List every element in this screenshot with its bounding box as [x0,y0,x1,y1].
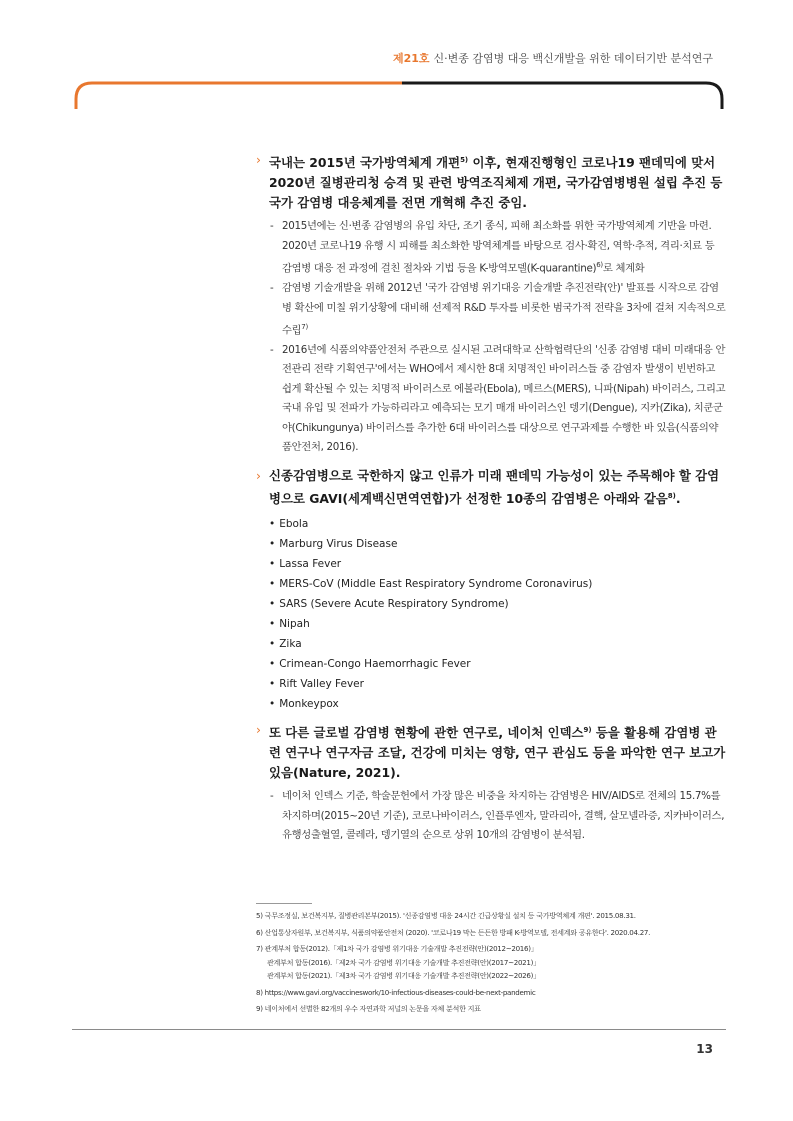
footer-divider [72,1029,726,1030]
footnote-ref: 7) [301,323,308,332]
footnotes [256,903,726,1016]
list-item: • MERS-CoV (Middle East Respiratory Syndrome Coronavirus) [269,578,593,591]
sub-item: - 2015년에는 신·변종 감염병의 유입 차단, 조기 종식, 피해 최소화를 위한 국가방역체계 기반을 마련. 2020년 코로나19 유행 시 피해를 최소화한 방역체계를 바탕으로 검사·확진, 역학·추적, 격리·치료 등 감염병 대응 전 과정에 걸친 절차와 기법 등을 K-방역모델(K-quarantine)$^{6)}$로 체계화 [256,217,726,279]
list-item: • SARS (Severe Acute Respiratory Syndrome) [269,598,509,611]
bullet-dot-icon: • [269,638,276,651]
footnote-divider [256,903,312,904]
bullet-dot-icon: • [269,658,276,671]
footnote-ref: 9) [583,726,592,735]
page-number: 13 [696,1042,713,1056]
header-curve [72,79,726,109]
report-title: 신·변종 감염병 대응 백신개발을 위한 데이터기반 분석연구 [433,52,713,65]
bullet-dot-icon: • [269,538,276,551]
dash-icon: - [270,282,274,295]
sub-item: - 2016년에 식품의약품안전처 주관으로 실시된 고려대학교 산학협력단의 '신종 감염병 대비 미래대응 안전관리 전략 기획연구'에서는 WHO에서 제시한 8대 치명적인 바이러스들 중 감염자 발생이 빈번하고 쉽게 확산될 수 있는 치명적 바이러스로 에볼라(Ebola), 메르스(MERS), 니파(Nipah) 바이러스, 그리고 국내 유입 및 전파가 가능하리라고 예측되는 모기 매개 바이러스인 뎅기(Dengue), 지카(Zika), 치쿤군야(Chikungunya) 바이러스를 추가한 6대 바이러스를 대상으로 연구과제를 수행한 바 있음(식품의약품안전처, 2016). [256,341,726,458]
footnote: 관계부처 합동(2016).「제2차 국가 감염병 위기대응 기술개발 추진전략(안)(2017~2021)」 [267,957,540,967]
footnote-ref: 6) [596,261,603,270]
running-header [393,50,713,66]
footnote-ref: 5) [460,156,469,164]
section-bullet: › 신종감염병으로 국한하지 않고 인류가 미래 팬데믹 가능성이 있는 주목해야 할 감염병으로 GAVI(세계백신면역연합)가 선정한 10종의 감염병은 아래와 같음$^{8)}$. [256,467,720,507]
footnote: 8) https://www.gavi.org/vaccineswork/10-infectious-diseases-could-be-next-pandemic [256,987,536,997]
bullet-dot-icon: • [269,558,276,571]
footnote: 9) 네이처에서 선별한 82개의 우수 자연과학 저널의 논문을 자체 분석한 지표 [256,1004,481,1013]
section-bullet: › 국내는 2015년 국가방역체계 개편$^{5)}$ 이후, 현재진행형인 코로나19 팬데믹에 맞서 2020년 질병관리청 승격 및 관련 방역조직체제 개편, 국가감염병병원 설립 추진 등 국가 감염병 대응체계를 전면 개혁해 추진 중임. [256,152,723,211]
bullet-dot-icon: • [269,518,276,531]
footnote-ref: 8) [667,491,676,500]
footnote: 관계부처 합동(2021).「제3차 국가 감염병 위기대응 기술개발 추진전략(안)(2022~2026)」 [267,971,540,980]
list-item: • Lassa Fever [269,558,342,571]
arrow-icon: › [256,722,261,738]
arrow-icon: › [256,152,261,167]
list-item: • Ebola [269,518,309,531]
main-content [256,150,726,846]
list-item: • Rift Valley Fever [269,678,364,691]
disease-list [256,514,726,714]
bullet-dot-icon: • [269,578,276,591]
footnote: 6) 산업통상자원부, 보건복지부, 식품의약품안전처 (2020). '코로나19 막는 든든한 방패 K-방역모델, 전세계와 공유한다'. 2020.04.27. [256,927,651,937]
issue-label: 제21호 [392,52,430,65]
list-item: • Monkeypox [269,698,339,711]
bullet-dot-icon: • [269,618,276,631]
arrow-icon: › [256,467,261,483]
bullet-dot-icon: • [269,598,276,611]
dash-icon: - [270,790,274,803]
list-item: • Zika [269,638,302,651]
list-item: • Crimean-Congo Haemorrhagic Fever [269,658,471,671]
bullet-dot-icon: • [269,678,276,691]
dash-icon: - [270,220,274,233]
sub-item: - 감염병 기술개발을 위해 2012년 '국가 감염병 위기대응 기술개발 추진전략(안)' 발표를 시작으로 감염병 확산에 미칠 위기상황에 대비해 선제적 R&D 투자를 비롯한 범국가적 전략을 3차에 걸쳐 지속적으로 수립$^{7)}$ [256,279,726,341]
list-item: • Marburg Virus Disease [269,538,398,551]
section-bullet: › 또 다른 글로벌 감염병 현황에 관한 연구로, 네이처 인덱스$^{9)}$ 등을 활용해 감염병 관련 연구나 연구자금 조달, 건강에 미치는 영향, 연구 관심도 등을 파악한 연구 보고가 있음(Nature, 2021). [256,722,726,781]
bullet-dot-icon: • [269,698,276,711]
footnote: 7) 관계부처 합동(2012).「제1차 국가 감염병 위기대응 기술개발 추진전략(안)(2012~2016)」 [256,944,538,953]
sub-item: - 네이처 인덱스 기준, 학술문헌에서 가장 많은 비중을 차지하는 감염병은 HIV/AIDS로 전체의 15.7%를 차지하며(2015~20년 기준), 코로나바이러스, 인플루엔자, 말라리아, 결핵, 살모넬라증, 지카바이러스, 유행성출혈열, 콜레라, 뎅기열의 순으로 상위 10개의 감염병이 분석됨. [256,787,726,846]
list-item: • Nipah [269,618,310,631]
footnote: 5) 국무조정실, 보건복지부, 질병관리본부(2015). '신종감염병 대응 24시간 긴급상황실 설치 등 국가방역체계 개편'. 2015.08.31. [256,911,636,920]
dash-icon: - [270,343,274,356]
